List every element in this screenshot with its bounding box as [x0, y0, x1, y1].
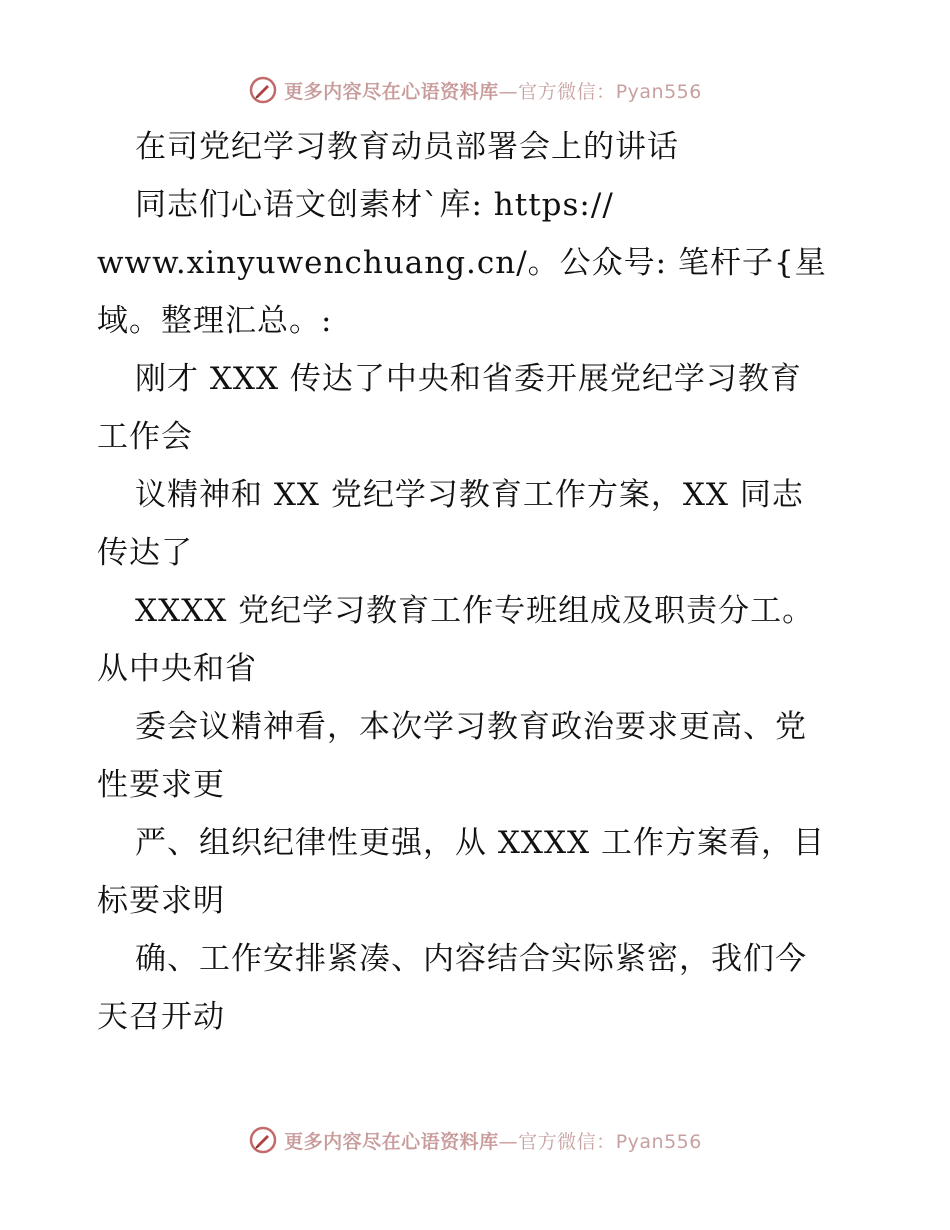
text-line: 议精神和 XX 党纪学习教育工作方案，XX 同志 — [135, 477, 804, 513]
text-line: 刚才 XXX 传达了中央和省委开展党纪学习教育 — [135, 361, 802, 397]
pen-logo-icon — [248, 1125, 278, 1155]
text-line: 域。整理汇总。: — [97, 303, 333, 339]
text-line: 传达了 — [97, 535, 193, 571]
document-body — [97, 118, 857, 1046]
watermark-text: 更多内容尽在心语资料库—官方微信：Pyan556 — [284, 1130, 702, 1153]
text-line: 性要求更 — [97, 767, 225, 803]
text-line: XXXX 党纪学习教育工作专班组成及职责分工。 — [135, 593, 815, 629]
text-line: 工作会 — [97, 419, 193, 455]
footer-watermark — [0, 1122, 950, 1158]
text-line: 同志们心语文创素材`库: https:// — [135, 187, 614, 223]
pen-logo-icon — [248, 75, 278, 105]
text-line: 确、工作安排紧凑、内容结合实际紧密，我们今 — [135, 941, 807, 977]
header-watermark — [0, 72, 950, 108]
text-line: 委会议精神看，本次学习教育政治要求更高、党 — [135, 709, 807, 745]
text-line: 天召开动 — [97, 999, 225, 1035]
watermark-text: 更多内容尽在心语资料库—官方微信：Pyan556 — [284, 80, 702, 103]
text-line: 严、组织纪律性更强，从 XXXX 工作方案看，目 — [135, 825, 825, 861]
text-line: 标要求明 — [97, 883, 225, 919]
text-line: www.xinyuwenchuang.cn/。公众号: 笔杆子{星 — [97, 245, 827, 281]
text-line: 从中央和省 — [97, 651, 257, 687]
text-line: 在司党纪学习教育动员部署会上的讲话 — [135, 129, 679, 165]
